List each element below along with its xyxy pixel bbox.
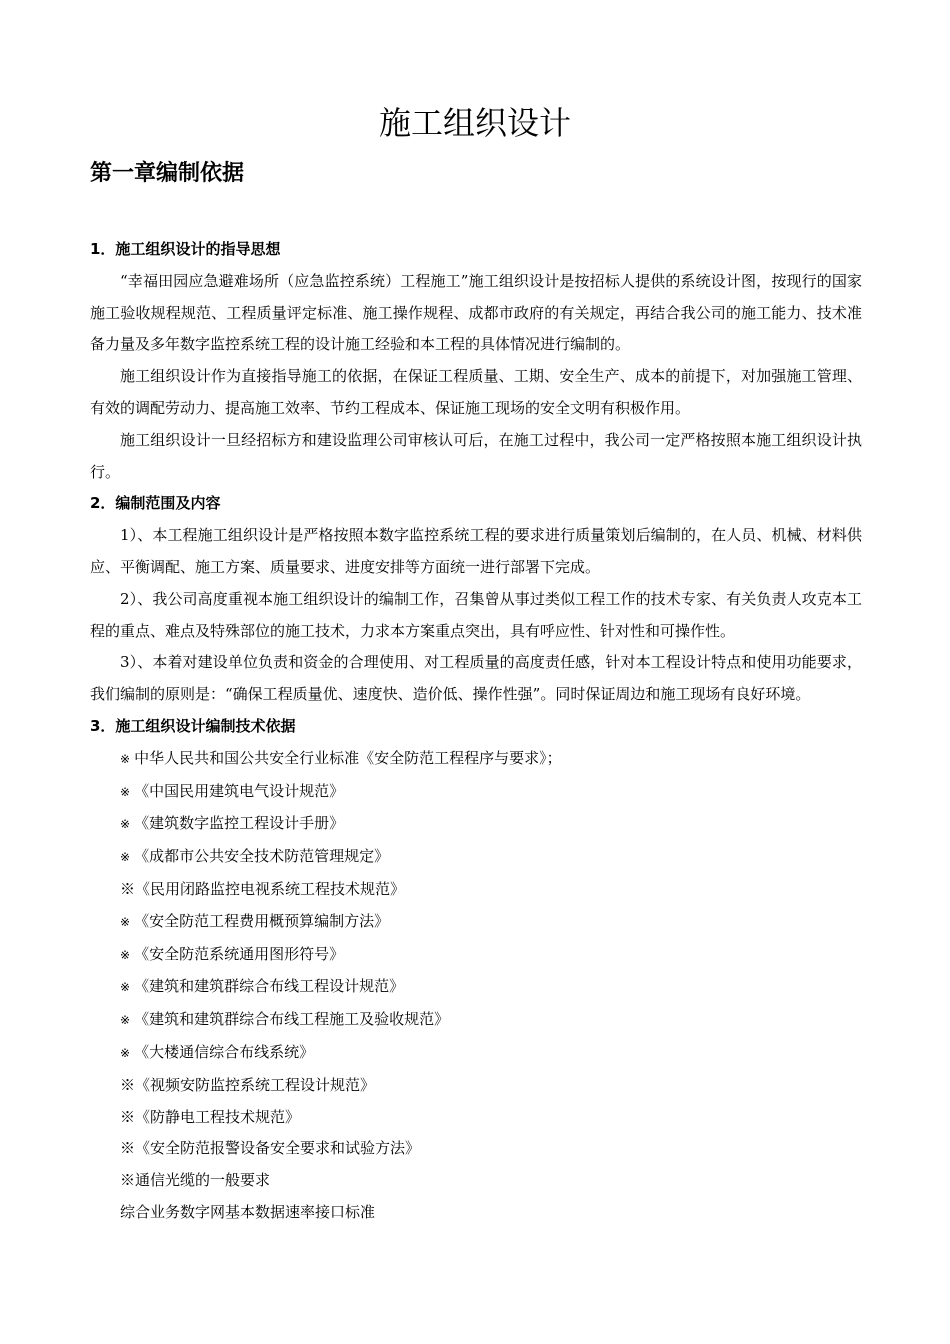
reference-item (120, 1070, 862, 1102)
reference-item (120, 1165, 862, 1197)
reference-item (120, 939, 862, 972)
reference-text: 《中国民用建筑电气设计规范》 (134, 781, 345, 800)
reference-marker: ※ (120, 784, 131, 799)
reference-list (90, 743, 862, 1197)
reference-item (120, 874, 862, 906)
document-body (90, 234, 862, 1229)
reference-marker: ※ (120, 1075, 136, 1094)
paragraph: “幸福田园应急避难场所（应急监控系统）工程施工”施工组织设计是按招标人提供的系统设计图，按现行的国家施工验收规程规范、工程质量评定标准、施工操作规程、成都市政府的有关规定，再结合我公司的施工能力、技术准备力量及多年数字监控系统工程的设计施工经验和本工程的具体情况进行编制的。 (90, 271, 862, 354)
reference-item (120, 841, 862, 874)
reference-item (120, 1037, 862, 1070)
section-heading: 3．施工组织设计编制技术依据 (90, 716, 296, 735)
reference-text: 中华人民共和国公共安全行业标准《安全防范工程程序与要求》； (134, 748, 562, 767)
reference-marker: ※ (120, 1139, 136, 1158)
section-heading: 2．编制范围及内容 (90, 494, 221, 513)
reference-text: 《安全防范工程费用概预算编制方法》 (134, 911, 390, 930)
reference-text: 《建筑和建筑群综合布线工程施工及验收规范》 (134, 1010, 450, 1029)
reference-item (120, 808, 862, 841)
reference-text: 《建筑数字监控工程设计手册》 (134, 814, 345, 833)
reference-text: 《安全防范报警设备安全要求和试验方法》 (135, 1139, 421, 1158)
reference-item-plain: 综合业务数字网基本数据速率接口标准 (120, 1202, 376, 1221)
reference-item (120, 971, 862, 1004)
paragraph: 3）、本着对建设单位负责和资金的合理使用、对工程质量的高度责任感，针对本工程设计特点和使用功能要求，我们编制的原则是：“确保工程质量优、速度快、造价低、操作性强”。同时保证周边和施工现场有良好环境。 (90, 653, 862, 704)
reference-text: 《防静电工程技术规范》 (135, 1107, 301, 1126)
paragraph: 1）、本工程施工组织设计是严格按照本数字监控系统工程的要求进行质量策划后编制的，在人员、机械、材料供应、平衡调配、施工方案、质量要求、进度安排等方面统一进行部署下完成。 (90, 526, 862, 576)
reference-item (120, 1133, 862, 1165)
reference-text: 《民用闭路监控电视系统工程技术规范》 (135, 879, 406, 898)
reference-marker: ※ (120, 914, 131, 929)
paragraph: 施工组织设计一旦经招标方和建设监理公司审核认可后，在施工过程中，我公司一定严格按照本施工组织设计执行。 (90, 430, 862, 481)
reference-marker: ※ (120, 1045, 131, 1060)
reference-marker: ※ (120, 947, 131, 962)
reference-item (120, 776, 862, 809)
document-title: 施工组织设计 (378, 104, 571, 142)
reference-item (120, 906, 862, 939)
chapter-heading: 第一章编制依据 (90, 161, 245, 186)
reference-text: 通信光缆的一般要求 (135, 1171, 271, 1190)
reference-item (120, 1004, 862, 1037)
reference-text: 《建筑和建筑群综合布线工程设计规范》 (134, 977, 405, 996)
reference-marker: ※ (120, 817, 131, 832)
paragraph: 2）、我公司高度重视本施工组织设计的编制工作，召集曾从事过类似工程工作的技术专家、有关负责人攻克本工程的重点、难点及特殊部位的施工技术，力求本方案重点突出，具有呼应性、针对性和可操作性。 (90, 589, 862, 640)
reference-text: 《安全防范系统通用图形符号》 (134, 944, 345, 963)
reference-text: 《大楼通信综合布线系统》 (134, 1042, 315, 1061)
reference-text: 《成都市公共安全技术防范管理规定》 (134, 847, 390, 866)
reference-marker: ※ (120, 879, 136, 898)
reference-marker: ※ (120, 850, 131, 865)
reference-item (120, 1102, 862, 1134)
reference-marker: ※ (120, 980, 131, 995)
reference-marker: ※ (120, 1107, 136, 1126)
reference-marker: ※ (120, 751, 131, 766)
reference-item (120, 743, 862, 776)
reference-marker: ※ (120, 1171, 136, 1190)
section-heading: 1．施工组织设计的指导思想 (90, 240, 281, 258)
reference-marker: ※ (120, 1013, 131, 1028)
reference-text: 《视频安防监控系统工程设计规范》 (135, 1075, 376, 1094)
paragraph: 施工组织设计作为直接指导施工的依据，在保证工程质量、工期、安全生产、成本的前提下，对加强施工管理、有效的调配劳动力、提高施工效率、节约工程成本、保证施工现场的安全文明有积极作用。 (90, 367, 862, 417)
